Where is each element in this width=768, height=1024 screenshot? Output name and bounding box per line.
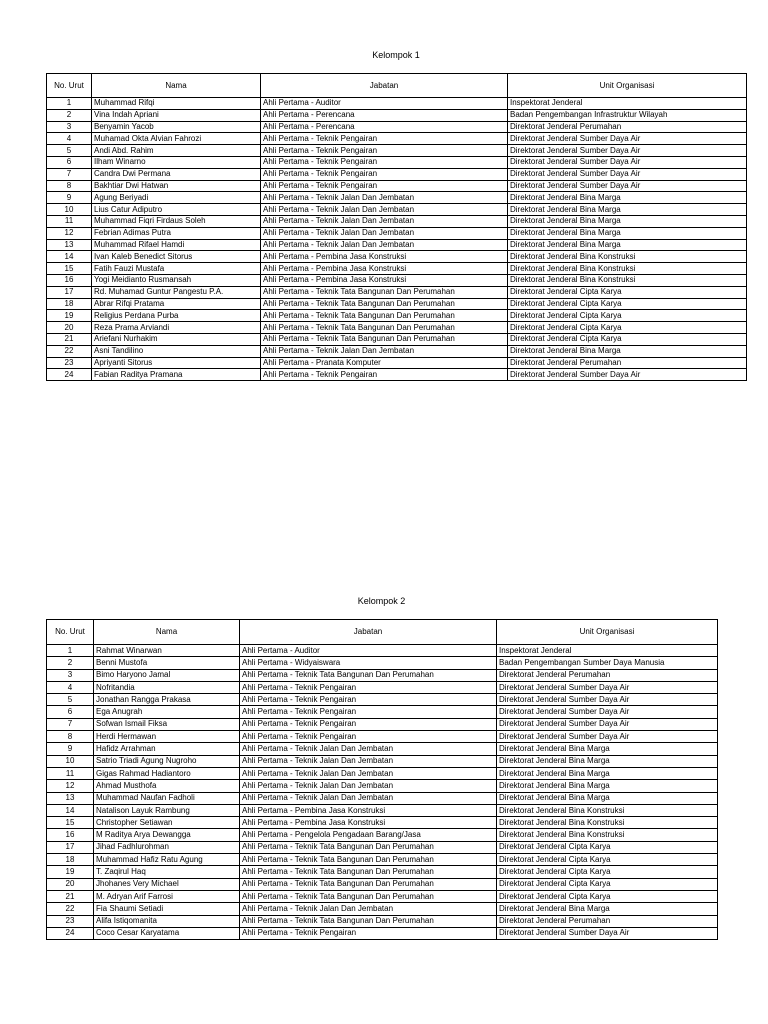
cell-unit-organisasi: Direktorat Jenderal Bina Marga — [497, 903, 718, 915]
cell-jabatan: Ahli Pertama - Teknik Tata Bangunan Dan Perumahan — [240, 854, 497, 866]
table-row — [47, 841, 718, 853]
table-row — [47, 357, 747, 369]
cell-jabatan: Ahli Pertama - Teknik Tata Bangunan Dan Perumahan — [261, 322, 508, 334]
cell-unit-organisasi: Direktorat Jenderal Perumahan — [497, 915, 718, 927]
table-row — [47, 369, 747, 381]
cell-no-urut: 1 — [47, 98, 92, 110]
cell-nama: Alifa Istiqomanita — [94, 915, 240, 927]
group-title: Kelompok 2 — [357, 596, 406, 606]
table-row — [47, 204, 747, 216]
table-row — [47, 263, 747, 275]
cell-no-urut: 5 — [47, 145, 92, 157]
table-row — [47, 731, 718, 743]
cell-nama: Natalison Layuk Rambung — [94, 804, 240, 816]
cell-unit-organisasi: Direktorat Jenderal Bina Konstruksi — [497, 804, 718, 816]
cell-jabatan: Ahli Pertama - Teknik Tata Bangunan Dan Perumahan — [261, 333, 508, 345]
cell-nama: Candra Dwi Permana — [92, 168, 261, 180]
table-row — [47, 706, 718, 718]
table-row — [47, 239, 747, 251]
header-nama: Nama — [92, 74, 261, 98]
cell-unit-organisasi: Direktorat Jenderal Cipta Karya — [497, 878, 718, 890]
cell-nama: Bimo Haryono Jamal — [94, 669, 240, 681]
cell-jabatan: Ahli Pertama - Teknik Pengairan — [261, 145, 508, 157]
cell-jabatan: Ahli Pertama - Teknik Jalan Dan Jembatan — [240, 780, 497, 792]
cell-no-urut: 23 — [47, 357, 92, 369]
cell-nama: Asni Tandilino — [92, 345, 261, 357]
cell-unit-organisasi: Direktorat Jenderal Bina Marga — [497, 743, 718, 755]
table-row — [47, 286, 747, 298]
cell-no-urut: 15 — [47, 817, 94, 829]
cell-unit-organisasi: Direktorat Jenderal Cipta Karya — [508, 286, 747, 298]
cell-jabatan: Ahli Pertama - Teknik Jalan Dan Jembatan — [261, 227, 508, 239]
cell-jabatan: Ahli Pertama - Teknik Tata Bangunan Dan Perumahan — [240, 866, 497, 878]
cell-no-urut: 24 — [47, 369, 92, 381]
cell-no-urut: 14 — [47, 251, 92, 263]
cell-jabatan: Ahli Pertama - Teknik Tata Bangunan Dan Perumahan — [240, 669, 497, 681]
cell-unit-organisasi: Direktorat Jenderal Bina Konstruksi — [508, 251, 747, 263]
cell-no-urut: 16 — [47, 829, 94, 841]
cell-unit-organisasi: Direktorat Jenderal Sumber Daya Air — [508, 168, 747, 180]
table-header-row — [47, 74, 747, 98]
cell-no-urut: 4 — [47, 681, 94, 693]
cell-jabatan: Ahli Pertama - Pembina Jasa Konstruksi — [261, 251, 508, 263]
table-row — [47, 817, 718, 829]
table-row — [47, 915, 718, 927]
cell-nama: Bakhtiar Dwi Hatwan — [92, 180, 261, 192]
cell-jabatan: Ahli Pertama - Teknik Pengairan — [261, 369, 508, 381]
table-row — [47, 121, 747, 133]
cell-unit-organisasi: Direktorat Jenderal Bina Marga — [497, 755, 718, 767]
cell-unit-organisasi: Direktorat Jenderal Bina Marga — [508, 227, 747, 239]
cell-nama: Nofritandia — [94, 681, 240, 693]
cell-jabatan: Ahli Pertama - Teknik Jalan Dan Jembatan — [261, 239, 508, 251]
cell-nama: Gigas Rahmad Hadiantoro — [94, 767, 240, 779]
cell-unit-organisasi: Direktorat Jenderal Cipta Karya — [497, 890, 718, 902]
table-row — [47, 322, 747, 334]
cell-nama: Agung Beriyadi — [92, 192, 261, 204]
cell-no-urut: 3 — [47, 669, 94, 681]
cell-no-urut: 20 — [47, 322, 92, 334]
group-kelompok-2 — [46, 596, 717, 940]
header-jabatan: Jabatan — [261, 74, 508, 98]
table-row — [47, 333, 747, 345]
cell-jabatan: Ahli Pertama - Teknik Tata Bangunan Dan Perumahan — [261, 286, 508, 298]
table-row — [47, 669, 718, 681]
cell-no-urut: 2 — [47, 657, 94, 669]
table-row — [47, 829, 718, 841]
cell-no-urut: 18 — [47, 298, 92, 310]
table-row — [47, 903, 718, 915]
cell-jabatan: Ahli Pertama - Pembina Jasa Konstruksi — [240, 804, 497, 816]
table-row — [47, 780, 718, 792]
cell-no-urut: 13 — [47, 792, 94, 804]
cell-no-urut: 20 — [47, 878, 94, 890]
cell-no-urut: 9 — [47, 192, 92, 204]
cell-no-urut: 12 — [47, 227, 92, 239]
table-row — [47, 694, 718, 706]
cell-unit-organisasi: Direktorat Jenderal Sumber Daya Air — [508, 145, 747, 157]
cell-no-urut: 14 — [47, 804, 94, 816]
table-row — [47, 251, 747, 263]
header-jabatan: Jabatan — [240, 620, 497, 645]
cell-jabatan: Ahli Pertama - Teknik Pengairan — [261, 133, 508, 145]
cell-nama: Ahmad Musthofa — [94, 780, 240, 792]
cell-no-urut: 21 — [47, 890, 94, 902]
cell-no-urut: 7 — [47, 718, 94, 730]
cell-jabatan: Ahli Pertama - Teknik Jalan Dan Jembatan — [240, 755, 497, 767]
cell-no-urut: 18 — [47, 854, 94, 866]
header-no-urut: No. Urut — [47, 74, 92, 98]
header-unit-organisasi: Unit Organisasi — [508, 74, 747, 98]
members-table — [46, 619, 718, 940]
members-table — [46, 73, 747, 381]
cell-nama: Rd. Muhamad Guntur Pangestu P.A. — [92, 286, 261, 298]
cell-no-urut: 11 — [47, 215, 92, 227]
cell-no-urut: 6 — [47, 706, 94, 718]
cell-jabatan: Ahli Pertama - Pembina Jasa Konstruksi — [240, 817, 497, 829]
cell-nama: Muhamad Okta Alvian Fahrozi — [92, 133, 261, 145]
table-row — [47, 792, 718, 804]
cell-no-urut: 21 — [47, 333, 92, 345]
cell-nama: Reza Prama Arviandi — [92, 322, 261, 334]
cell-nama: Abrar Rifqi Pratama — [92, 298, 261, 310]
cell-unit-organisasi: Direktorat Jenderal Cipta Karya — [497, 866, 718, 878]
cell-unit-organisasi: Direktorat Jenderal Cipta Karya — [508, 322, 747, 334]
cell-jabatan: Ahli Pertama - Teknik Jalan Dan Jembatan — [240, 792, 497, 804]
cell-jabatan: Ahli Pertama - Widyaiswara — [240, 657, 497, 669]
cell-no-urut: 11 — [47, 767, 94, 779]
cell-nama: Coco Cesar Karyatama — [94, 927, 240, 939]
cell-unit-organisasi: Direktorat Jenderal Sumber Daya Air — [497, 706, 718, 718]
cell-jabatan: Ahli Pertama - Auditor — [261, 98, 508, 110]
table-row — [47, 767, 718, 779]
header-nama: Nama — [94, 620, 240, 645]
cell-jabatan: Ahli Pertama - Teknik Tata Bangunan Dan Perumahan — [240, 890, 497, 902]
cell-nama: Muhammad Rifael Hamdi — [92, 239, 261, 251]
table-row — [47, 890, 718, 902]
table-row — [47, 681, 718, 693]
cell-unit-organisasi: Inspektorat Jenderal — [508, 98, 747, 110]
cell-unit-organisasi: Badan Pengembangan Infrastruktur Wilayah — [508, 109, 747, 121]
cell-nama: Ega Anugrah — [94, 706, 240, 718]
cell-jabatan: Ahli Pertama - Teknik Tata Bangunan Dan Perumahan — [261, 298, 508, 310]
table-header-row — [47, 620, 718, 645]
cell-no-urut: 16 — [47, 274, 92, 286]
cell-nama: Herdi Hermawan — [94, 731, 240, 743]
table-row — [47, 743, 718, 755]
cell-no-urut: 1 — [47, 645, 94, 657]
cell-jabatan: Ahli Pertama - Teknik Jalan Dan Jembatan — [240, 767, 497, 779]
cell-no-urut: 2 — [47, 109, 92, 121]
cell-no-urut: 24 — [47, 927, 94, 939]
table-row — [47, 156, 747, 168]
table-row — [47, 345, 747, 357]
cell-jabatan: Ahli Pertama - Teknik Tata Bangunan Dan Perumahan — [240, 915, 497, 927]
cell-nama: Jihad Fadhlurohman — [94, 841, 240, 853]
cell-nama: Ilham Winarno — [92, 156, 261, 168]
cell-nama: Rahmat Winarwan — [94, 645, 240, 657]
cell-jabatan: Ahli Pertama - Perencana — [261, 121, 508, 133]
cell-unit-organisasi: Direktorat Jenderal Bina Marga — [497, 767, 718, 779]
cell-jabatan: Ahli Pertama - Pengelola Pengadaan Barang/Jasa — [240, 829, 497, 841]
cell-nama: Muhammad Naufan Fadholi — [94, 792, 240, 804]
cell-no-urut: 6 — [47, 156, 92, 168]
cell-nama: Vina Indah Apriani — [92, 109, 261, 121]
cell-nama: Benyamin Yacob — [92, 121, 261, 133]
cell-unit-organisasi: Direktorat Jenderal Bina Konstruksi — [497, 817, 718, 829]
cell-no-urut: 15 — [47, 263, 92, 275]
cell-unit-organisasi: Direktorat Jenderal Sumber Daya Air — [497, 718, 718, 730]
cell-unit-organisasi: Direktorat Jenderal Cipta Karya — [508, 310, 747, 322]
cell-unit-organisasi: Direktorat Jenderal Bina Marga — [508, 345, 747, 357]
table-row — [47, 866, 718, 878]
cell-jabatan: Ahli Pertama - Pranata Komputer — [261, 357, 508, 369]
cell-nama: Christopher Setiawan — [94, 817, 240, 829]
cell-nama: Benni Mustofa — [94, 657, 240, 669]
cell-jabatan: Ahli Pertama - Teknik Tata Bangunan Dan Perumahan — [240, 878, 497, 890]
table-row — [47, 180, 747, 192]
cell-no-urut: 17 — [47, 841, 94, 853]
cell-nama: Religius Perdana Purba — [92, 310, 261, 322]
cell-unit-organisasi: Badan Pengembangan Sumber Daya Manusia — [497, 657, 718, 669]
cell-jabatan: Ahli Pertama - Teknik Pengairan — [240, 681, 497, 693]
cell-no-urut: 8 — [47, 731, 94, 743]
cell-no-urut: 9 — [47, 743, 94, 755]
cell-unit-organisasi: Direktorat Jenderal Cipta Karya — [497, 841, 718, 853]
cell-jabatan: Ahli Pertama - Teknik Pengairan — [240, 731, 497, 743]
cell-nama: Muhammad Rifqi — [92, 98, 261, 110]
cell-jabatan: Ahli Pertama - Teknik Tata Bangunan Dan Perumahan — [240, 841, 497, 853]
cell-jabatan: Ahli Pertama - Teknik Pengairan — [240, 694, 497, 706]
cell-jabatan: Ahli Pertama - Teknik Jalan Dan Jembatan — [261, 192, 508, 204]
cell-jabatan: Ahli Pertama - Perencana — [261, 109, 508, 121]
group-kelompok-1 — [46, 50, 746, 381]
cell-nama: T. Zaqirul Haq — [94, 866, 240, 878]
table-row — [47, 227, 747, 239]
table-row — [47, 109, 747, 121]
header-unit-organisasi: Unit Organisasi — [497, 620, 718, 645]
cell-nama: Jonathan Rangga Prakasa — [94, 694, 240, 706]
cell-jabatan: Ahli Pertama - Teknik Jalan Dan Jembatan — [261, 215, 508, 227]
cell-nama: Fatih Fauzi Mustafa — [92, 263, 261, 275]
table-row — [47, 854, 718, 866]
cell-unit-organisasi: Direktorat Jenderal Sumber Daya Air — [497, 731, 718, 743]
cell-nama: Ivan Kaleb Benedict Sitorus — [92, 251, 261, 263]
cell-unit-organisasi: Direktorat Jenderal Bina Marga — [497, 792, 718, 804]
table-row — [47, 755, 718, 767]
table-row — [47, 168, 747, 180]
cell-nama: M. Adryan Arif Farrosi — [94, 890, 240, 902]
cell-nama: Yogi Meidianto Rusmansah — [92, 274, 261, 286]
cell-no-urut: 8 — [47, 180, 92, 192]
cell-nama: Fia Shaumi Setiadi — [94, 903, 240, 915]
cell-unit-organisasi: Direktorat Jenderal Bina Marga — [508, 204, 747, 216]
table-row — [47, 927, 718, 939]
cell-unit-organisasi: Direktorat Jenderal Bina Konstruksi — [508, 263, 747, 275]
cell-unit-organisasi: Direktorat Jenderal Sumber Daya Air — [508, 180, 747, 192]
cell-jabatan: Ahli Pertama - Pembina Jasa Konstruksi — [261, 274, 508, 286]
cell-no-urut: 17 — [47, 286, 92, 298]
cell-unit-organisasi: Direktorat Jenderal Perumahan — [497, 669, 718, 681]
cell-nama: Ariefani Nurhakim — [92, 333, 261, 345]
table-row — [47, 133, 747, 145]
cell-unit-organisasi: Direktorat Jenderal Bina Konstruksi — [497, 829, 718, 841]
table-row — [47, 804, 718, 816]
cell-unit-organisasi: Direktorat Jenderal Sumber Daya Air — [497, 681, 718, 693]
cell-nama: M Raditya Arya Dewangga — [94, 829, 240, 841]
cell-jabatan: Ahli Pertama - Pembina Jasa Konstruksi — [261, 263, 508, 275]
cell-unit-organisasi: Direktorat Jenderal Bina Marga — [497, 780, 718, 792]
cell-unit-organisasi: Direktorat Jenderal Bina Marga — [508, 215, 747, 227]
cell-jabatan: Ahli Pertama - Teknik Pengairan — [261, 156, 508, 168]
cell-no-urut: 19 — [47, 310, 92, 322]
cell-nama: Lius Catur Adiputro — [92, 204, 261, 216]
table-row — [47, 878, 718, 890]
table-row — [47, 298, 747, 310]
header-no-urut: No. Urut — [47, 620, 94, 645]
table-row — [47, 645, 718, 657]
cell-jabatan: Ahli Pertama - Teknik Pengairan — [240, 927, 497, 939]
cell-unit-organisasi: Direktorat Jenderal Cipta Karya — [497, 854, 718, 866]
cell-jabatan: Ahli Pertama - Teknik Pengairan — [240, 706, 497, 718]
cell-unit-organisasi: Direktorat Jenderal Sumber Daya Air — [497, 694, 718, 706]
cell-unit-organisasi: Direktorat Jenderal Bina Marga — [508, 239, 747, 251]
cell-unit-organisasi: Inspektorat Jenderal — [497, 645, 718, 657]
cell-unit-organisasi: Direktorat Jenderal Cipta Karya — [508, 298, 747, 310]
cell-jabatan: Ahli Pertama - Teknik Jalan Dan Jembatan — [240, 903, 497, 915]
cell-jabatan: Ahli Pertama - Teknik Jalan Dan Jembatan — [261, 204, 508, 216]
cell-no-urut: 12 — [47, 780, 94, 792]
cell-jabatan: Ahli Pertama - Teknik Jalan Dan Jembatan — [240, 743, 497, 755]
table-row — [47, 718, 718, 730]
cell-no-urut: 22 — [47, 345, 92, 357]
cell-nama: Fabian Raditya Pramana — [92, 369, 261, 381]
cell-no-urut: 4 — [47, 133, 92, 145]
cell-jabatan: Ahli Pertama - Teknik Tata Bangunan Dan Perumahan — [261, 310, 508, 322]
cell-nama: Satrio Triadi Agung Nugroho — [94, 755, 240, 767]
cell-unit-organisasi: Direktorat Jenderal Sumber Daya Air — [508, 133, 747, 145]
table-row — [47, 310, 747, 322]
cell-nama: Sofwan Ismail Fiksa — [94, 718, 240, 730]
cell-jabatan: Ahli Pertama - Teknik Pengairan — [240, 718, 497, 730]
cell-unit-organisasi: Direktorat Jenderal Sumber Daya Air — [508, 156, 747, 168]
cell-no-urut: 5 — [47, 694, 94, 706]
table-row — [47, 192, 747, 204]
cell-unit-organisasi: Direktorat Jenderal Sumber Daya Air — [508, 369, 747, 381]
cell-unit-organisasi: Direktorat Jenderal Bina Konstruksi — [508, 274, 747, 286]
cell-unit-organisasi: Direktorat Jenderal Cipta Karya — [508, 333, 747, 345]
cell-no-urut: 7 — [47, 168, 92, 180]
table-row — [47, 98, 747, 110]
cell-nama: Febrian Adimas Putra — [92, 227, 261, 239]
cell-unit-organisasi: Direktorat Jenderal Perumahan — [508, 357, 747, 369]
table-row — [47, 657, 718, 669]
cell-nama: Apriyanti Sitorus — [92, 357, 261, 369]
cell-no-urut: 3 — [47, 121, 92, 133]
cell-no-urut: 22 — [47, 903, 94, 915]
cell-unit-organisasi: Direktorat Jenderal Perumahan — [508, 121, 747, 133]
cell-nama: Andi Abd. Rahim — [92, 145, 261, 157]
cell-nama: Hafidz Arrahman — [94, 743, 240, 755]
cell-no-urut: 19 — [47, 866, 94, 878]
table-row — [47, 274, 747, 286]
cell-unit-organisasi: Direktorat Jenderal Bina Marga — [508, 192, 747, 204]
cell-no-urut: 13 — [47, 239, 92, 251]
group-title: Kelompok 1 — [372, 50, 420, 60]
cell-jabatan: Ahli Pertama - Auditor — [240, 645, 497, 657]
cell-no-urut: 23 — [47, 915, 94, 927]
cell-no-urut: 10 — [47, 204, 92, 216]
table-row — [47, 215, 747, 227]
cell-nama: Jhohanes Very Michael — [94, 878, 240, 890]
cell-nama: Muhammad Fiqri Firdaus Soleh — [92, 215, 261, 227]
cell-nama: Muhammad Hafiz Ratu Agung — [94, 854, 240, 866]
cell-jabatan: Ahli Pertama - Teknik Pengairan — [261, 168, 508, 180]
table-row — [47, 145, 747, 157]
cell-no-urut: 10 — [47, 755, 94, 767]
cell-jabatan: Ahli Pertama - Teknik Pengairan — [261, 180, 508, 192]
cell-unit-organisasi: Direktorat Jenderal Sumber Daya Air — [497, 927, 718, 939]
cell-jabatan: Ahli Pertama - Teknik Jalan Dan Jembatan — [261, 345, 508, 357]
